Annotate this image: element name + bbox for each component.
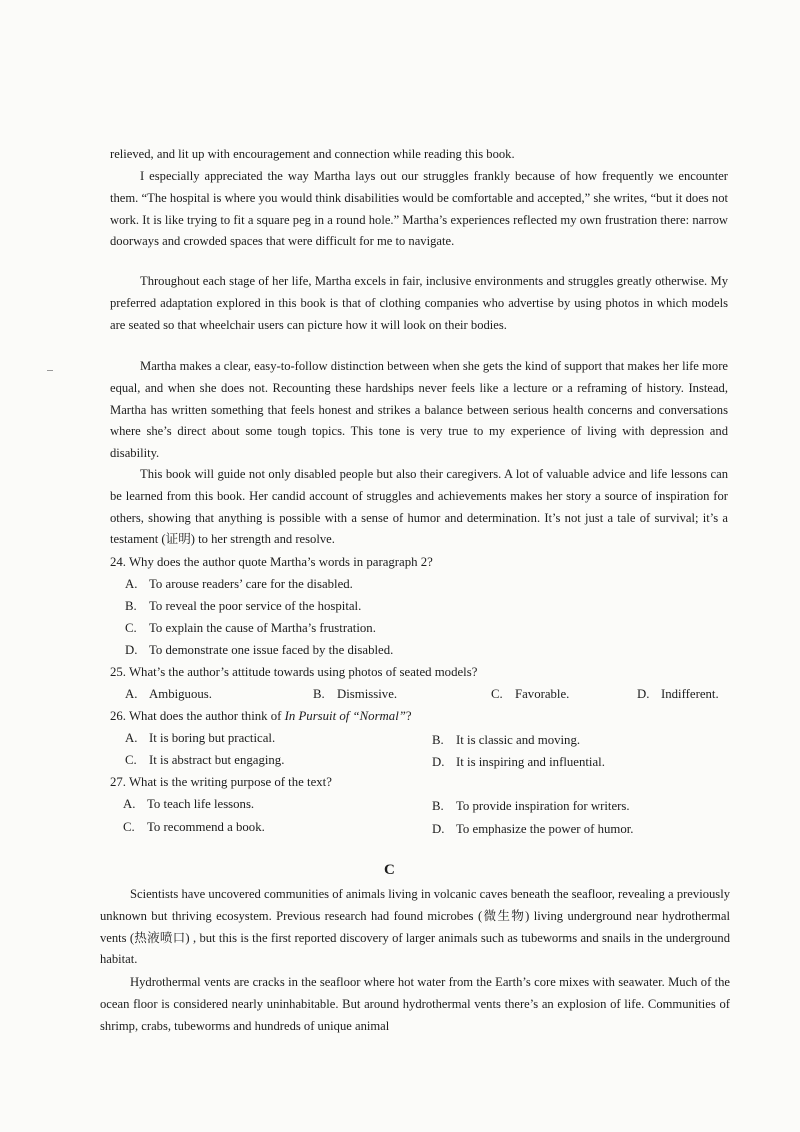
- option-label: B.: [432, 733, 444, 747]
- option-label: B.: [432, 799, 444, 813]
- question-27-option-b[interactable]: [432, 797, 630, 815]
- option-label: B.: [313, 687, 325, 701]
- option-text: Ambiguous.: [149, 687, 212, 701]
- option-label: B.: [125, 599, 137, 613]
- option-label: A.: [123, 797, 136, 811]
- section-c-title: C: [384, 862, 395, 878]
- passage-b-paragraph-2: I especially appreciated the way Martha lays out our struggles frankly because of how frequently we encounter them. “The hospital is where you would think disabilities would be comfortable and accepted,” she writes, “but it does not work. It is like trying to fit a square peg in a round hole.” Martha’s experiences reflected my own frustration there: narrow doorways and crowded spaces that were difficult for me to navigate.: [110, 169, 728, 249]
- option-label: C.: [123, 820, 135, 834]
- book-title: In Pursuit of “Normal”: [284, 709, 406, 723]
- option-text: To arouse readers’ care for the disabled.: [149, 577, 353, 591]
- passage-b-paragraph-5: This book will guide not only disabled people but also their caregivers. A lot of valuable advice and life lessons can be learned from this book. Her candid account of struggles and achievements makes her story a source of inspiration for others, showing that anything is possible with a sense of humor and determination. It’s not just a tale of survival; it’s a testament (证明) to her strength and resolve.: [110, 467, 728, 547]
- question-27-stem: 27. What is the writing purpose of the text?: [110, 775, 332, 789]
- option-label: A.: [125, 577, 138, 591]
- question-26-stem-suffix: ?: [405, 709, 412, 723]
- question-27-option-c[interactable]: [123, 818, 265, 836]
- option-label: D.: [637, 687, 650, 701]
- option-text: To explain the cause of Martha’s frustration.: [149, 621, 376, 635]
- passage-b-paragraph-3: Throughout each stage of her life, Martha excels in fair, inclusive environments and struggles greatly otherwise. My preferred adaptation explored in this book is that of clothing companies who advertise by using photos in which models are seated so that wheelchair users can picture how it will look on their bodies.: [110, 274, 728, 332]
- section-c-paragraph-2: Hydrothermal vents are cracks in the seafloor where hot water from the Earth’s core mixes with seawater. Much of the ocean floor is considered nearly uninhabitable. But around hydrothermal vents there’s an explosion of life. Communities of shrimp, crabs, tubeworms and hundreds of unique animal: [100, 975, 730, 1033]
- question-24-option-a[interactable]: [125, 575, 353, 593]
- option-label: D.: [432, 755, 445, 769]
- option-text: It is classic and moving.: [456, 733, 581, 747]
- question-26-stem-prefix: 26. What does the author think of: [110, 709, 285, 723]
- question-26-option-b[interactable]: [432, 731, 580, 749]
- question-26-option-c[interactable]: [125, 751, 284, 769]
- option-label: D.: [432, 822, 445, 836]
- passage-b-paragraph-1: relieved, and lit up with encouragement and connection while reading this book.: [110, 147, 515, 161]
- question-24-option-d[interactable]: [125, 641, 393, 659]
- question-26-stem: [110, 707, 412, 725]
- option-label: A.: [125, 731, 138, 745]
- option-text: To teach life lessons.: [147, 797, 255, 811]
- option-text: To provide inspiration for writers.: [456, 799, 630, 813]
- question-26-option-a[interactable]: [125, 729, 275, 747]
- option-text: Favorable.: [515, 687, 570, 701]
- option-text: To reveal the poor service of the hospital.: [149, 599, 362, 613]
- question-25-option-c[interactable]: [491, 685, 569, 703]
- option-text: Indifferent.: [661, 687, 719, 701]
- option-label: C.: [125, 621, 137, 635]
- option-text: To demonstrate one issue faced by the disabled.: [149, 643, 394, 657]
- question-24-option-b[interactable]: [125, 597, 361, 615]
- option-text: It is inspiring and influential.: [456, 755, 605, 769]
- option-label: A.: [125, 687, 138, 701]
- option-text: To recommend a book.: [147, 820, 265, 834]
- option-text: It is boring but practical.: [149, 731, 276, 745]
- option-label: D.: [125, 643, 138, 657]
- question-26-option-d[interactable]: [432, 753, 605, 771]
- option-text: It is abstract but engaging.: [149, 753, 285, 767]
- passage-b-paragraph-4: Martha makes a clear, easy-to-follow distinction between when she gets the kind of support that makes her life more equal, and when she does not. Recounting these hardships never feels like a lecture or a reframing of history. Instead, Martha has written something that feels honest and strikes a balance between serious health concerns and conversations where she’s direct about some tough topics. This tone is very true to my experience of living with depression and disability.: [110, 359, 728, 461]
- margin-mark: [47, 370, 53, 371]
- question-24-stem: 24. Why does the author quote Martha’s words in paragraph 2?: [110, 555, 433, 569]
- question-24-option-c[interactable]: [125, 619, 376, 637]
- question-25-stem: 25. What’s the author’s attitude towards using photos of seated models?: [110, 665, 478, 679]
- question-25-option-d[interactable]: [637, 685, 719, 703]
- option-label: C.: [125, 753, 137, 767]
- option-text: To emphasize the power of humor.: [456, 822, 634, 836]
- section-c-paragraph-1: Scientists have uncovered communities of animals living in volcanic caves beneath the seafloor, revealing a previously unknown but thriving ecosystem. Previous research had found microbes (微生物) living underground near hydrothermal vents (热液喷口) , but this is the first reported discovery of larger animals such as tubeworms and snails in the underground habitat.: [100, 887, 730, 967]
- question-27-option-d[interactable]: [432, 820, 634, 838]
- option-label: C.: [491, 687, 503, 701]
- question-25-option-a[interactable]: [125, 685, 212, 703]
- option-text: Dismissive.: [337, 687, 398, 701]
- question-27-option-a[interactable]: [123, 795, 254, 813]
- question-25-option-b[interactable]: [313, 685, 397, 703]
